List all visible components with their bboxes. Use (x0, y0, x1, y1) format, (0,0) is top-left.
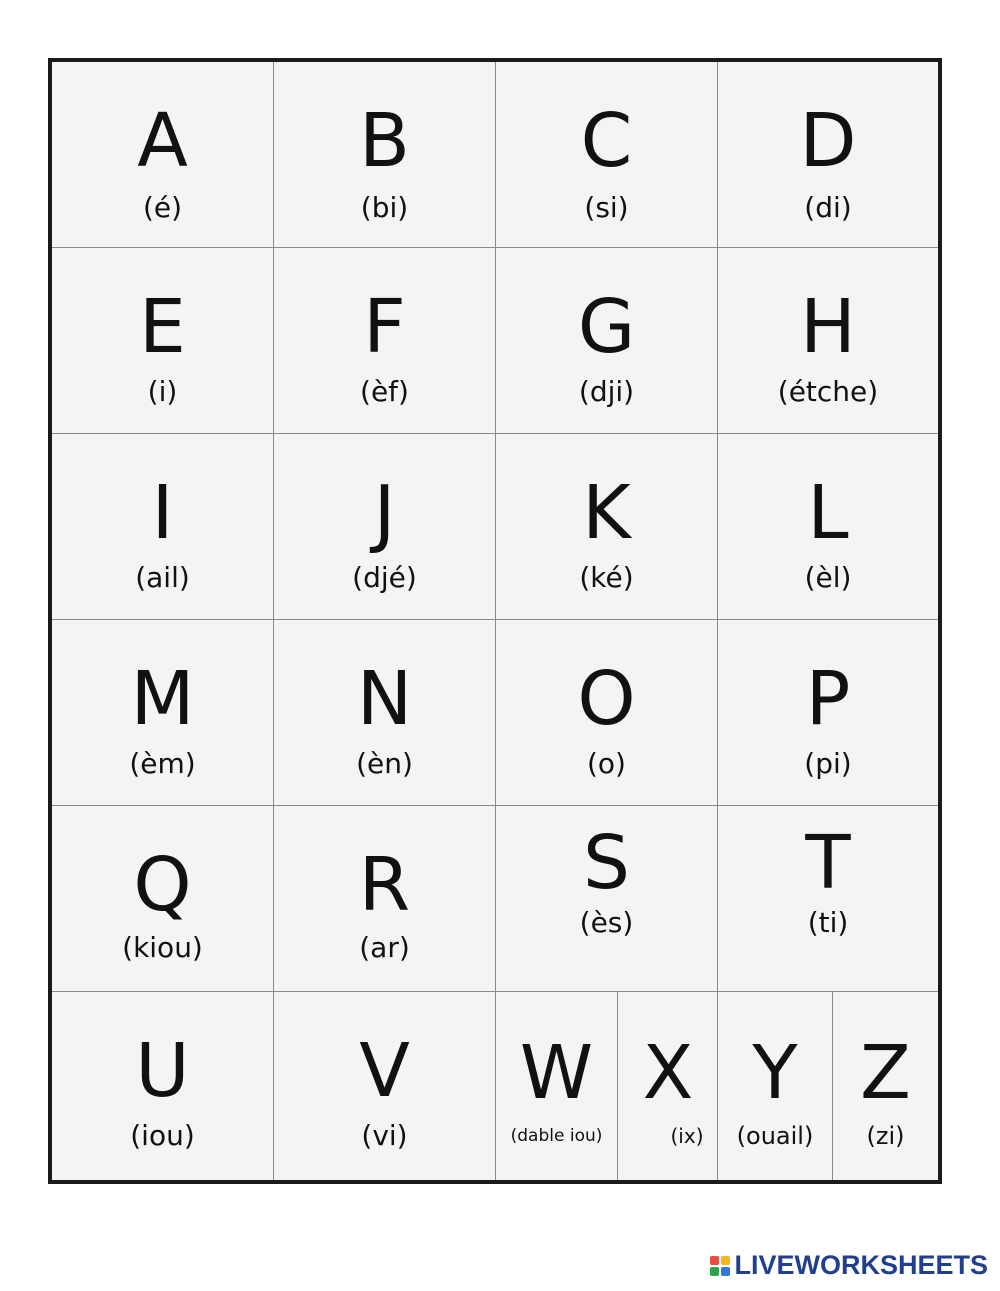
pronunciation: (ar) (359, 931, 410, 964)
pronunciation: (i) (147, 375, 178, 408)
pronunciation: (ail) (135, 561, 190, 594)
pronunciation: (ké) (579, 561, 634, 594)
pronunciation: (dji) (578, 375, 635, 408)
pronunciation: (di) (804, 191, 852, 224)
pronunciation: (ti) (807, 906, 849, 939)
cell-l (718, 434, 938, 620)
letter: H (800, 284, 856, 370)
pronunciation: (si) (584, 191, 629, 224)
letter: E (139, 284, 186, 370)
cell-t (718, 806, 938, 992)
pronunciation: (zi) (866, 1122, 905, 1150)
pronunciation: (kiou) (122, 931, 203, 964)
letter: X (642, 1030, 694, 1116)
cell-a (52, 62, 274, 248)
letter: D (799, 98, 857, 184)
cell-k (496, 434, 718, 620)
pronunciation: (bi) (360, 191, 409, 224)
cell-o (496, 620, 718, 806)
letter: M (130, 656, 195, 742)
logo-block-blue (721, 1267, 730, 1276)
cell-q (52, 806, 274, 992)
cell-b (274, 62, 496, 248)
alphabet-grid (48, 58, 942, 1184)
letter: Y (752, 1030, 798, 1116)
letter: W (519, 1030, 594, 1116)
sub-cell-x (618, 992, 718, 1180)
letter: A (137, 98, 188, 184)
cell-y-z (718, 992, 938, 1180)
cell-d (718, 62, 938, 248)
pronunciation: (èm) (129, 747, 196, 780)
pronunciation: (ès) (579, 906, 634, 939)
letter: O (577, 656, 636, 742)
logo-block-red (710, 1256, 719, 1265)
letter: G (577, 284, 636, 370)
letter: T (805, 820, 851, 906)
letter: P (805, 656, 851, 742)
cell-v (274, 992, 496, 1180)
letter: Z (860, 1030, 911, 1116)
pronunciation: (é) (142, 191, 183, 224)
pronunciation: (pi) (804, 747, 852, 780)
pronunciation: (èf) (360, 375, 409, 408)
logo-text: LIVEWORKSHEETS (734, 1250, 988, 1280)
cell-n (274, 620, 496, 806)
letter: V (359, 1028, 410, 1114)
letter: L (807, 470, 849, 556)
cell-j (274, 434, 496, 620)
letter: B (359, 98, 410, 184)
cell-s (496, 806, 718, 992)
logo-blocks-icon (710, 1256, 730, 1276)
pronunciation: (djé) (352, 561, 417, 594)
pronunciation: (ix) (670, 1124, 704, 1148)
sub-cell-z (833, 992, 938, 1180)
pronunciation: (o) (587, 747, 626, 780)
letter: R (358, 842, 411, 928)
letter: S (583, 820, 630, 906)
pronunciation: (ouail) (736, 1122, 814, 1150)
pronunciation: (dable iou) (510, 1126, 603, 1146)
letter: Q (133, 842, 192, 928)
letter: K (582, 470, 631, 556)
letter: N (356, 656, 413, 742)
pronunciation: (èl) (804, 561, 852, 594)
letter: J (373, 470, 396, 556)
cell-p (718, 620, 938, 806)
letter: F (363, 284, 406, 370)
letter: I (151, 470, 174, 556)
cell-c (496, 62, 718, 248)
letter: U (135, 1028, 190, 1114)
sub-cell-y (718, 992, 833, 1180)
cell-e (52, 248, 274, 434)
liveworksheets-logo[interactable] (710, 1252, 988, 1279)
letter: C (580, 98, 633, 184)
logo-block-yellow (721, 1256, 730, 1265)
cell-i (52, 434, 274, 620)
cell-g (496, 248, 718, 434)
cell-f (274, 248, 496, 434)
cell-u (52, 992, 274, 1180)
pronunciation: (èn) (356, 747, 413, 780)
pronunciation: (vi) (361, 1119, 408, 1152)
logo-block-green (710, 1267, 719, 1276)
cell-m (52, 620, 274, 806)
pronunciation: (iou) (130, 1119, 195, 1152)
pronunciation: (étche) (777, 375, 879, 408)
cell-w-x (496, 992, 718, 1180)
cell-h (718, 248, 938, 434)
cell-r (274, 806, 496, 992)
sub-cell-w (496, 992, 618, 1180)
